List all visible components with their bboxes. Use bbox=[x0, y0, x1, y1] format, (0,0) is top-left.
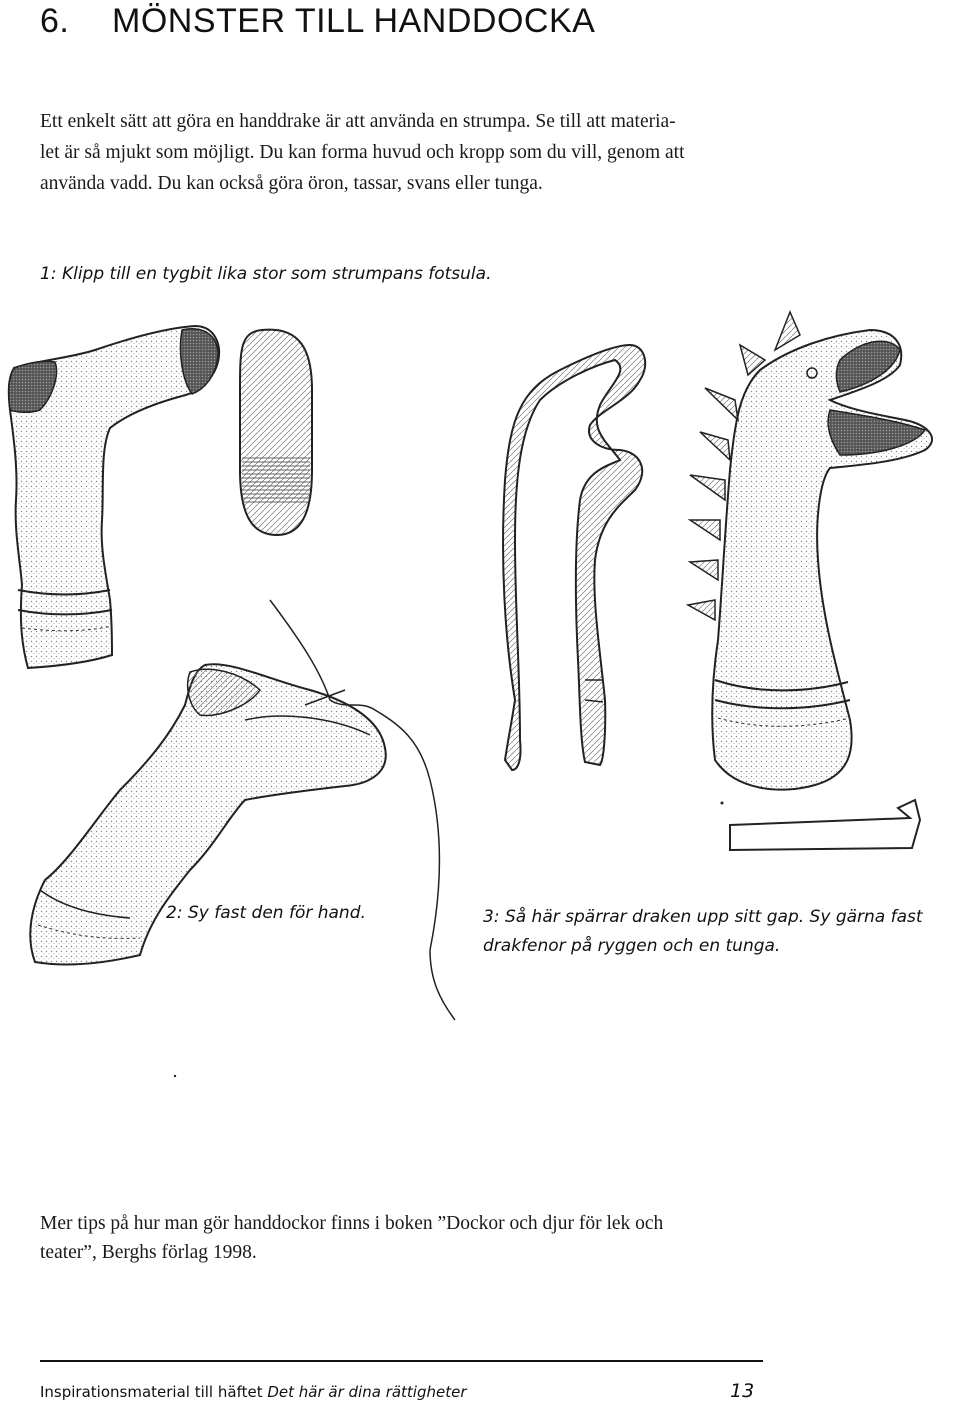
sewing-illustration bbox=[30, 600, 455, 1020]
mouth-profile-illustration bbox=[503, 345, 645, 770]
heading-title: MÖNSTER TILL HANDDOCKA bbox=[112, 2, 596, 40]
tips-line: Mer tips på hur man gör handdockor finns i boken ”Dockor och djur för lek och bbox=[40, 1213, 664, 1234]
step2-caption: 2: Sy fast den för hand. bbox=[166, 903, 366, 923]
footer-booklet-title: Det här är dina rättigheter bbox=[267, 1383, 467, 1401]
heading-number: 6. bbox=[40, 2, 70, 40]
sole-illustration bbox=[240, 330, 312, 535]
step3-caption-line: drakfenor på ryggen och en tunga. bbox=[483, 936, 781, 956]
step3-caption bbox=[483, 903, 923, 961]
sock-illustration bbox=[9, 326, 219, 668]
footer-text bbox=[40, 1383, 467, 1401]
footer-label: Inspirationsmaterial till häftet bbox=[40, 1383, 268, 1401]
intro-line: Ett enkelt sätt att göra en handdrake är att använda en strumpa. Se till att materia- bbox=[40, 111, 676, 132]
step3-caption-line: 3: Så här spärrar draken upp sitt gap. Sy gärna fast bbox=[483, 907, 923, 927]
tips-paragraph bbox=[40, 1209, 780, 1267]
page-number: 13 bbox=[730, 1380, 755, 1402]
tips-line: teater”, Berghs förlag 1998. bbox=[40, 1242, 257, 1263]
footer-divider bbox=[40, 1360, 763, 1362]
intro-line: använda vadd. Du kan också göra öron, tassar, svans eller tunga. bbox=[40, 173, 543, 194]
intro-line: let är så mjukt som möjligt. Du kan forma huvud och kropp som du vill, genom att bbox=[40, 142, 685, 163]
step1-caption: 1: Klipp till en tygbit lika stor som strumpans fotsula. bbox=[40, 264, 492, 284]
